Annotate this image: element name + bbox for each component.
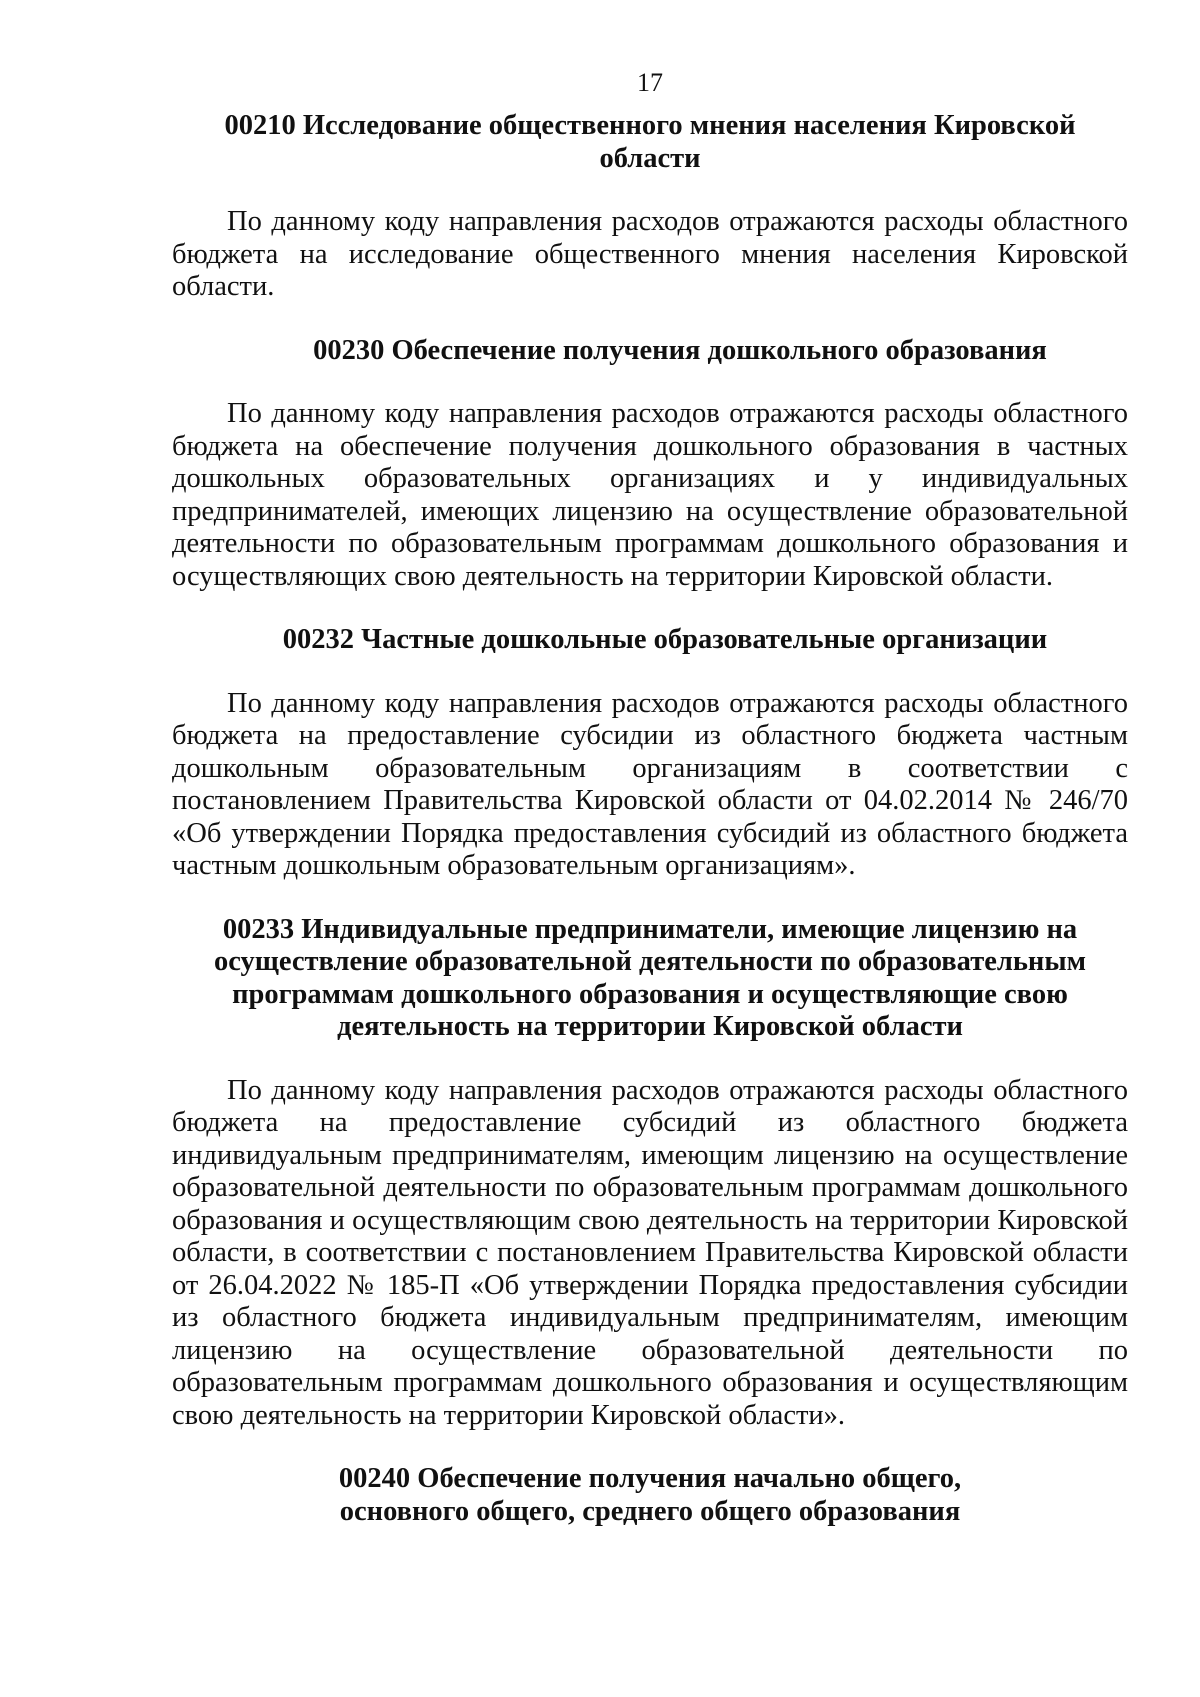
document-page	[172, 66, 1128, 1528]
section-paragraph-00210: По данному коду направления расходов отражаются расходы областного бюджета на исследование общественного мнения населения Кировской области.	[172, 206, 1128, 302]
section-paragraph-00232: По данному коду направления расходов отражаются расходы областного бюджета на предоставление субсидии из областного бюджета частным дошкольным образовательным организациям в соответствии с постановлением Правительства Кировской области от 04.02.2014 № 246/70 «Об утверждении Порядка предоставления субсидий из областного бюджета частным дошкольным образовательным организациям».	[172, 687, 1128, 881]
section-paragraph-00233: По данному коду направления расходов отражаются расходы областного бюджета на предоставление субсидий из областного бюджета индивидуальным предпринимателям, имеющим лицензию на осуществление образовательной деятельности по образовательным программам дошкольного образования и осуществляющим свою деятельность на территории Кировской области, в соответствии с постановлением Правительства Кировской области от 26.04.2022 № 185-П «Об утверждении Порядка предоставления субсидии из областного бюджета индивидуальным предпринимателям, имеющим лицензию на осуществление образовательной деятельности по образовательным программам дошкольного образования и осуществляющим свою деятельность на территории Кировской области».	[172, 1074, 1128, 1431]
section-heading-00210: 00210 Исследование общественного мнения населения Кировской области	[224, 110, 1076, 174]
page-number: 17	[637, 68, 663, 97]
section-heading-00233: 00233 Индивидуальные предприниматели, имеющие лицензию на осуществление образовательной деятельности по образовательным программам дошкольного образования и осуществляющие свою деятельность на территории Кировской области	[214, 913, 1086, 1042]
section-heading-00232: 00232 Частные дошкольные образовательные организации	[282, 624, 1048, 655]
section-heading-00230: 00230 Обеспечение получения дошкольного образования	[313, 334, 1047, 366]
section-heading-00240: 00240 Обеспечение получения начально общего, основного общего, среднего общего образования	[338, 1463, 962, 1527]
section-paragraph-00230: По данному коду направления расходов отражаются расходы областного бюджета на обеспечение получения дошкольного образования в частных дошкольных образовательных организациях и у индивидуальных предпринимателей, имеющих лицензию на осуществление образовательной деятельности по образовательным программам дошкольного образования и осуществляющих свою деятельность на территории Кировской области.	[172, 398, 1128, 592]
